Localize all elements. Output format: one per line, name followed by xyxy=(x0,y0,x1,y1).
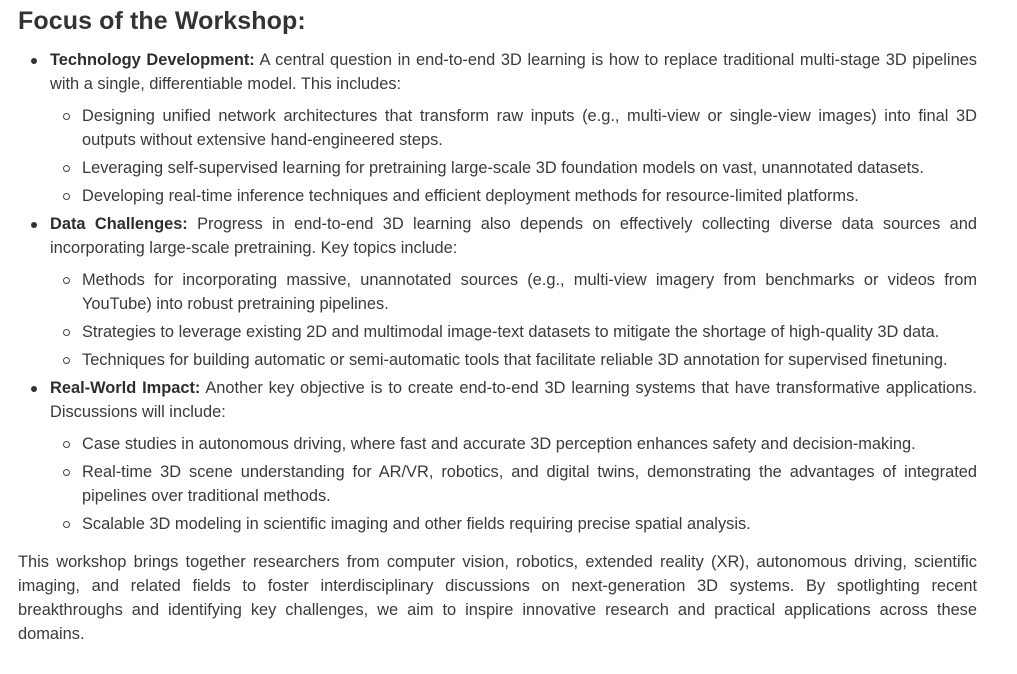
list-item xyxy=(50,268,977,316)
sub-list xyxy=(50,104,977,208)
section-paragraph xyxy=(50,48,977,96)
circle-bullet-icon xyxy=(63,277,70,284)
list-item-text: Case studies in autonomous driving, where fast and accurate 3D perception enhances safety and decision-making. xyxy=(82,435,916,453)
focus-item-data-challenges xyxy=(18,212,977,372)
list-item xyxy=(50,184,977,208)
page-title: Focus of the Workshop: xyxy=(18,7,306,35)
list-item xyxy=(50,156,977,180)
list-item-text: Strategies to leverage existing 2D and multimodal image-text datasets to mitigate the shortage of high-quality 3D data. xyxy=(82,323,940,341)
list-item xyxy=(50,320,977,344)
section-title: Data Challenges: xyxy=(50,215,188,233)
section-intro: Another key objective is to create end-to-end 3D learning systems that have transformative applications. Discussions will include: xyxy=(50,379,977,421)
closing-paragraph: This workshop brings together researchers from computer vision, robotics, extended reality (XR), autonomous driving, scientific imaging, and related fields to foster interdisciplinary discussions on next-generation 3D systems. By spotlighting recent breakthroughs and identifying key challenges, we aim to inspire innovative research and practical applications across these domains. xyxy=(18,553,977,643)
circle-bullet-icon xyxy=(63,357,70,364)
list-item-text: Designing unified network architectures that transform raw inputs (e.g., multi-view or single-view images) into final 3D outputs without extensive hand-engineered steps. xyxy=(82,107,977,149)
disc-bullet-icon xyxy=(31,386,37,392)
list-item-text: Techniques for building automatic or semi-automatic tools that facilitate reliable 3D annotation for supervised finetuning. xyxy=(82,351,948,369)
circle-bullet-icon xyxy=(63,193,70,200)
circle-bullet-icon xyxy=(63,521,70,528)
sub-list xyxy=(50,268,977,372)
list-item xyxy=(50,104,977,152)
disc-bullet-icon xyxy=(31,58,37,64)
list-item-text: Methods for incorporating massive, unannotated sources (e.g., multi-view imagery from benchmarks or videos from YouTube) into robust pretraining pipelines. xyxy=(82,271,977,313)
section-intro: A central question in end-to-end 3D learning is how to replace traditional multi-stage 3D pipelines with a single, differentiable model. This includes: xyxy=(50,51,977,93)
sub-list xyxy=(50,432,977,536)
list-item xyxy=(50,432,977,456)
circle-bullet-icon xyxy=(63,469,70,476)
focus-item-real-world-impact xyxy=(18,376,977,536)
circle-bullet-icon xyxy=(63,441,70,448)
section-intro: Progress in end-to-end 3D learning also depends on effectively collecting diverse data sources and incorporating large-scale pretraining. Key topics include: xyxy=(50,215,977,257)
circle-bullet-icon xyxy=(63,165,70,172)
section-paragraph xyxy=(50,376,977,424)
section-title: Technology Development: xyxy=(50,51,255,69)
list-item-text: Leveraging self-supervised learning for pretraining large-scale 3D foundation models on vast, unannotated datasets. xyxy=(82,159,924,177)
list-item xyxy=(50,460,977,508)
list-item-text: Scalable 3D modeling in scientific imaging and other fields requiring precise spatial analysis. xyxy=(82,515,751,533)
section-title: Real-World Impact: xyxy=(50,379,201,397)
circle-bullet-icon xyxy=(63,113,70,120)
section-paragraph xyxy=(50,212,977,260)
list-item-text: Real-time 3D scene understanding for AR/VR, robotics, and digital twins, demonstrating the advantages of integrated pipelines over traditional methods. xyxy=(82,463,977,505)
focus-list xyxy=(18,48,977,536)
circle-bullet-icon xyxy=(63,329,70,336)
focus-item-technology-development xyxy=(18,48,977,208)
list-item-text: Developing real-time inference techniques and efficient deployment methods for resource-limited platforms. xyxy=(82,187,859,205)
list-item xyxy=(50,348,977,372)
list-item xyxy=(50,512,977,536)
disc-bullet-icon xyxy=(31,222,37,228)
